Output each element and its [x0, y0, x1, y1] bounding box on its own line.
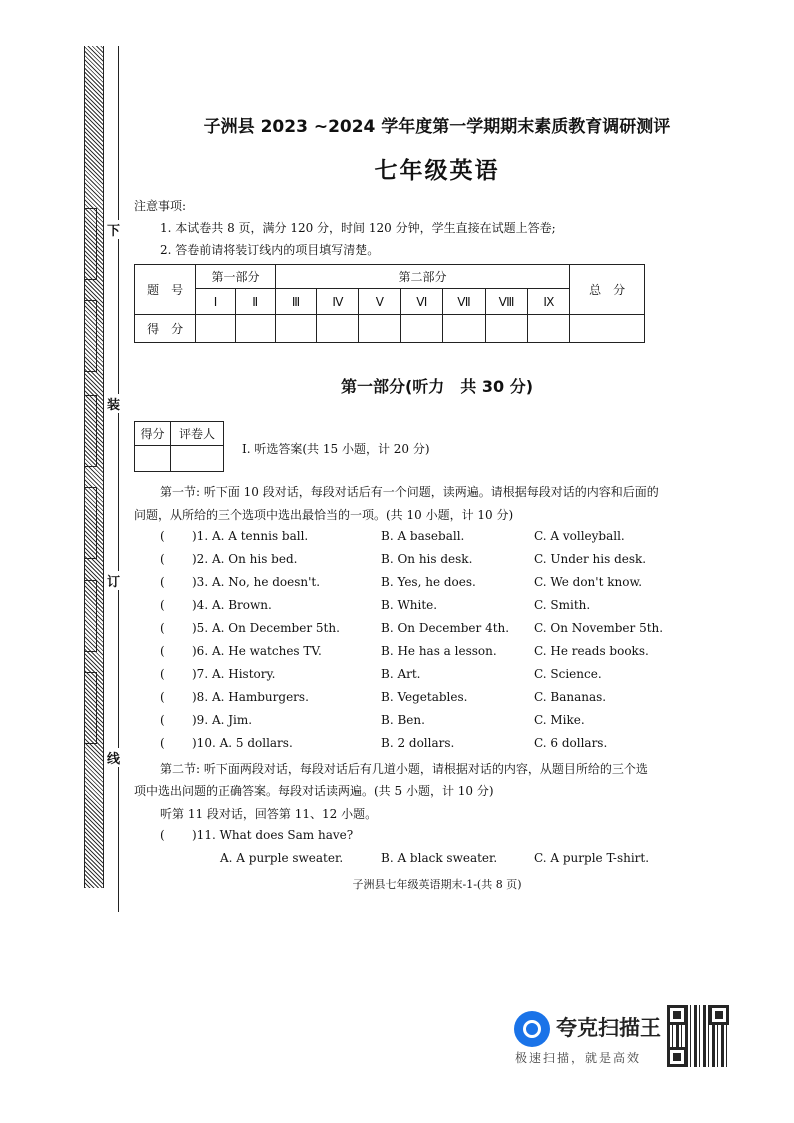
notes-label: 注意事项: — [134, 199, 187, 213]
question-row: ( )11. What does Sam have? — [160, 828, 354, 842]
qr-code-icon — [667, 1005, 729, 1067]
answer-blank[interactable]: ( — [160, 621, 165, 635]
answer-blank[interactable]: ( — [160, 828, 165, 842]
option-b: B. White. — [381, 598, 438, 612]
section1-instruction: 第一节: 听下面 10 段对话，每段对话后有一个问题，读两遍。请根据每段对话的内容和后面的 — [160, 485, 659, 499]
option-b: B. Ben. — [381, 713, 425, 727]
option-c: C. Mike. — [534, 713, 585, 727]
total-score-cell[interactable] — [570, 315, 645, 343]
numeral-cell: Ⅳ — [317, 289, 359, 315]
binding-line — [118, 46, 119, 912]
binding-bracket — [84, 208, 97, 280]
answer-blank[interactable]: ( — [160, 713, 165, 727]
grader-box — [134, 421, 224, 472]
score-label: 得 分 — [135, 315, 196, 343]
score-cell[interactable] — [359, 315, 401, 343]
total-header: 总 分 — [570, 265, 645, 315]
exam-title: 子洲县 2023 ~2024 学年度第一学期期末素质教育调研测评 — [203, 117, 671, 137]
option-c: C. 6 dollars. — [534, 736, 608, 750]
option-b: B. On December 4th. — [381, 621, 510, 635]
question-row: ( )10. A. 5 dollars. — [160, 736, 293, 750]
binding-char-ding: 订 — [107, 571, 120, 590]
numeral-cell: Ⅴ — [359, 289, 401, 315]
binding-strip — [84, 46, 104, 888]
answer-blank[interactable]: ( — [160, 690, 165, 704]
section2-instruction: 项中选出问题的正确答案。每段对话读两遍。(共 5 小题，计 10 分) — [134, 784, 494, 798]
binding-bracket — [84, 672, 97, 744]
option-c: C. On November 5th. — [534, 621, 664, 635]
question-row: ( )5. A. On December 5th. — [160, 621, 340, 635]
binding-char-xia: 下 — [107, 220, 120, 239]
option-c: C. He reads books. — [534, 644, 649, 658]
note-item: 1. 本试卷共 8 页，满分 120 分，时间 120 分钟，学生直接在试题上答卷; — [160, 221, 556, 235]
section1-heading: Ⅰ. 听选答案(共 15 小题，计 20 分) — [242, 442, 430, 456]
score-cell[interactable] — [443, 315, 485, 343]
answer-blank[interactable]: ( — [160, 575, 165, 589]
score-row-label: 题 号 — [135, 265, 196, 315]
numeral-cell: Ⅲ — [275, 289, 317, 315]
score-table — [134, 264, 645, 343]
answer-blank[interactable]: ( — [160, 667, 165, 681]
subject-title: 七年级英语 — [374, 158, 500, 184]
binding-bracket — [84, 580, 97, 652]
answer-blank[interactable]: ( — [160, 598, 165, 612]
answer-blank[interactable]: ( — [160, 552, 165, 566]
dialog-intro: 听第 11 段对话，回答第 11、12 小题。 — [160, 807, 378, 821]
question-row: ( )6. A. He watches TV. — [160, 644, 322, 658]
score-cell[interactable] — [485, 315, 528, 343]
grader-score-label: 得分 — [135, 422, 171, 446]
numeral-cell: Ⅵ — [401, 289, 443, 315]
option-b: B. He has a lesson. — [381, 644, 497, 658]
option-b: B. On his desk. — [381, 552, 473, 566]
score-cell[interactable] — [235, 315, 275, 343]
numeral-cell: Ⅱ — [235, 289, 275, 315]
part1-title: 第一部分(听力 共 30 分) — [340, 377, 534, 396]
option-a: A. A purple sweater. — [220, 851, 344, 865]
question-row: ( )4. A. Brown. — [160, 598, 272, 612]
option-c: C. Smith. — [534, 598, 591, 612]
binding-bracket — [84, 300, 97, 372]
option-c: C. Science. — [534, 667, 602, 681]
option-b: B. Art. — [381, 667, 421, 681]
scanner-logo-icon — [514, 1011, 550, 1047]
option-b: B. A black sweater. — [381, 851, 498, 865]
option-c: C. A purple T-shirt. — [534, 851, 650, 865]
grader-name-label: 评卷人 — [170, 422, 223, 446]
part1-header: 第一部分 — [196, 265, 275, 289]
question-row: ( )3. A. No, he doesn't. — [160, 575, 321, 589]
binding-char-zhuang: 装 — [107, 394, 120, 413]
section1-instruction: 问题，从所给的三个选项中选出最恰当的一项。(共 10 小题，计 10 分) — [134, 508, 514, 522]
option-b: B. 2 dollars. — [381, 736, 455, 750]
question-row: ( )2. A. On his bed. — [160, 552, 298, 566]
grader-name-cell[interactable] — [170, 446, 223, 472]
question-row: ( )1. A. A tennis ball. — [160, 529, 309, 543]
option-c: C. A volleyball. — [534, 529, 625, 543]
option-b: B. A baseball. — [381, 529, 465, 543]
option-c: C. We don't know. — [534, 575, 643, 589]
scanner-app-name: 夸克扫描王 — [556, 1016, 661, 1040]
binding-bracket — [84, 395, 97, 467]
binding-char-xian: 线 — [107, 748, 120, 767]
question-row: ( )7. A. History. — [160, 667, 276, 681]
score-cell[interactable] — [401, 315, 443, 343]
option-b: B. Vegetables. — [381, 690, 468, 704]
answer-blank[interactable]: ( — [160, 644, 165, 658]
binding-bracket — [84, 487, 97, 559]
page-footer: 子洲县七年级英语期末-1-(共 8 页) — [352, 878, 522, 891]
answer-blank[interactable]: ( — [160, 736, 165, 750]
question-row: ( )8. A. Hamburgers. — [160, 690, 309, 704]
score-cell[interactable] — [275, 315, 317, 343]
score-cell[interactable] — [196, 315, 236, 343]
numeral-cell: Ⅷ — [485, 289, 528, 315]
answer-blank[interactable]: ( — [160, 529, 165, 543]
section2-instruction: 第二节: 听下面两段对话，每段对话后有几道小题，请根据对话的内容，从题目所给的三个选 — [160, 762, 648, 776]
note-item: 2. 答卷前请将装订线内的项目填写清楚。 — [160, 243, 380, 257]
scanner-slogan: 极速扫描，就是高效 — [515, 1051, 642, 1065]
option-b: B. Yes, he does. — [381, 575, 476, 589]
numeral-cell: Ⅸ — [528, 289, 570, 315]
option-c: C. Bananas. — [534, 690, 607, 704]
question-row: ( )9. A. Jim. — [160, 713, 253, 727]
option-c: C. Under his desk. — [534, 552, 647, 566]
score-cell[interactable] — [528, 315, 570, 343]
score-cell[interactable] — [317, 315, 359, 343]
numeral-cell: Ⅰ — [196, 289, 236, 315]
grader-score-cell[interactable] — [135, 446, 171, 472]
part2-header: 第二部分 — [275, 265, 570, 289]
numeral-cell: Ⅶ — [443, 289, 485, 315]
